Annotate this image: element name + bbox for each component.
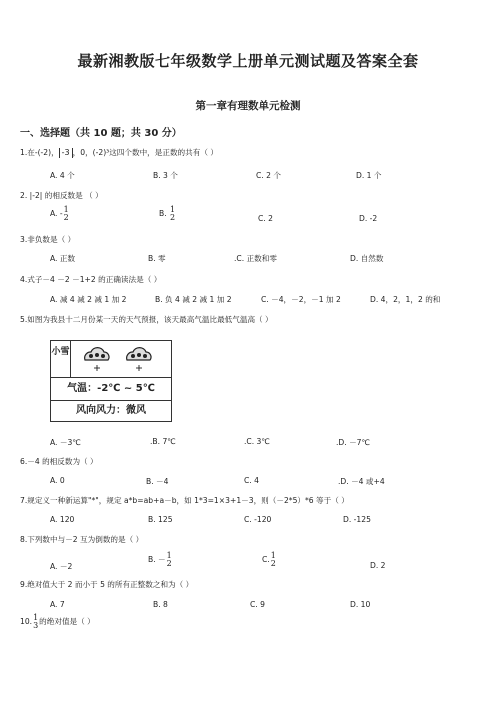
q7-option-d: D. -125 bbox=[343, 515, 371, 524]
q1-option-c: C. 2 个 bbox=[256, 171, 281, 180]
q6-option-b: B. －4 bbox=[146, 477, 169, 486]
q10-text-pre: 10. bbox=[20, 617, 33, 626]
q2-option-b-label: B. bbox=[159, 209, 167, 218]
fraction bbox=[271, 552, 276, 568]
q1-option-d: D. 1 个 bbox=[356, 171, 382, 180]
fraction-numerator: 1 bbox=[166, 551, 172, 560]
fraction-numerator: 1 bbox=[33, 613, 39, 622]
question-5: 5.如图为我县十二月份某一天的天气预报，该天最高气温比最低气温高（ ） bbox=[20, 315, 273, 324]
fraction bbox=[33, 614, 38, 630]
q1-option-b: B. 3 个 bbox=[153, 171, 178, 180]
q8-option-b-label: B. － bbox=[148, 555, 166, 564]
q2-option-b bbox=[159, 206, 176, 222]
fraction-denominator: 2 bbox=[166, 559, 172, 568]
weather-icon-row bbox=[51, 341, 171, 378]
weather-forecast-card bbox=[50, 340, 172, 422]
weather-wind: 风向风力：微风 bbox=[76, 405, 146, 416]
q7-option-a: A. 120 bbox=[50, 515, 75, 524]
q6-option-c: C. 4 bbox=[244, 476, 259, 485]
fraction-numerator: 1 bbox=[270, 551, 276, 560]
q9-option-a: A. 7 bbox=[50, 600, 65, 609]
q10-text-post: 的绝对值是（ ） bbox=[39, 617, 95, 626]
q4-option-c: C. －4，－2，－1 加 2 bbox=[261, 295, 341, 304]
fraction-denominator: 2 bbox=[270, 559, 276, 568]
absolute-value-box: -3 bbox=[59, 148, 73, 158]
q7-option-b: B. 125 bbox=[148, 515, 173, 524]
q5-option-c: .C. 3℃ bbox=[244, 437, 270, 446]
q3-option-c: .C. 正数和零 bbox=[234, 254, 277, 263]
q5-option-b: .B. 7℃ bbox=[150, 437, 176, 446]
document-title: 最新湘教版七年级数学上册单元测试题及答案全套 bbox=[77, 52, 419, 70]
q8-option-b bbox=[148, 552, 173, 568]
fraction-numerator: 1 bbox=[170, 205, 176, 214]
q6-option-d: .D. －4 或+4 bbox=[338, 477, 385, 486]
fraction bbox=[167, 552, 172, 568]
question-1 bbox=[20, 147, 218, 158]
question-7: 7.规定义一种新运算"*"，规定 a*b=ab+a－b，如 1*3=1×3+1－3，则（－2*5）*6 等于（ ） bbox=[20, 496, 349, 505]
fraction-denominator: 3 bbox=[33, 621, 39, 630]
q4-option-a: A. 减 4 减 2 减 1 加 2 bbox=[50, 295, 127, 304]
q8-option-a: A. －2 bbox=[50, 562, 73, 571]
question-2: 2. |-2| 的相反数是 （ ） bbox=[20, 191, 103, 200]
weather-temperature: 气温：-2℃ ~ 5℃ bbox=[51, 377, 171, 401]
q8-option-c-label: C. bbox=[262, 555, 270, 564]
question-10 bbox=[20, 614, 95, 630]
q8-option-d: D. 2 bbox=[370, 561, 386, 570]
q3-option-b: B. 零 bbox=[148, 254, 166, 263]
weather-label: 小雪 bbox=[51, 341, 71, 377]
snow-cloud-icon bbox=[77, 344, 167, 374]
q6-option-a: A. 0 bbox=[50, 476, 65, 485]
q3-option-d: D. 自然数 bbox=[350, 254, 384, 263]
q2-option-a-sign: - bbox=[59, 209, 63, 218]
q9-option-c: C. 9 bbox=[250, 600, 265, 609]
q1-text-pre: 1.在-(-2)， bbox=[20, 148, 59, 157]
q4-option-b: B. 负 4 减 2 减 1 加 2 bbox=[155, 295, 232, 304]
q4-option-d: D. 4，2，1，2 的和 bbox=[370, 295, 441, 304]
question-8: 8.下列数中与－2 互为倒数的是（ ） bbox=[20, 535, 144, 544]
fraction-numerator: 1 bbox=[63, 205, 69, 214]
fraction bbox=[64, 206, 69, 222]
question-3: 3.非负数是（ ） bbox=[20, 235, 76, 244]
q3-option-a: A. 正数 bbox=[50, 254, 76, 263]
q2-option-d: D. -2 bbox=[359, 214, 378, 223]
question-9: 9.绝对值大于 2 而小于 5 的所有正整数之和为（ ） bbox=[20, 580, 194, 589]
q7-option-c: C. -120 bbox=[244, 515, 272, 524]
q1-text-post: ，0，(-2)³这四个数中，是正数的共有（ ） bbox=[72, 148, 218, 157]
section-title: 一、选择题（共 10 题；共 30 分） bbox=[20, 128, 182, 139]
fraction bbox=[170, 206, 175, 222]
q8-option-c bbox=[262, 552, 277, 568]
q1-option-a: A. 4 个 bbox=[50, 171, 75, 180]
q5-option-d: .D. －7℃ bbox=[336, 438, 371, 447]
q2-option-c: C. 2 bbox=[258, 214, 273, 223]
fraction-denominator: 2 bbox=[63, 213, 69, 222]
q9-option-b: B. 8 bbox=[153, 600, 168, 609]
chapter-title: 第一章有理数单元检测 bbox=[195, 100, 301, 112]
question-4: 4.式子－4 －2 －1+2 的正确读法是（ ） bbox=[20, 275, 162, 284]
q5-option-a: A. －3℃ bbox=[50, 438, 81, 447]
fraction-denominator: 2 bbox=[170, 213, 176, 222]
q2-option-a-label: A. bbox=[50, 209, 58, 218]
q9-option-d: D. 10 bbox=[350, 600, 371, 609]
q2-option-a bbox=[50, 206, 70, 222]
question-6: 6.－4 的相反数为（ ） bbox=[20, 457, 98, 466]
